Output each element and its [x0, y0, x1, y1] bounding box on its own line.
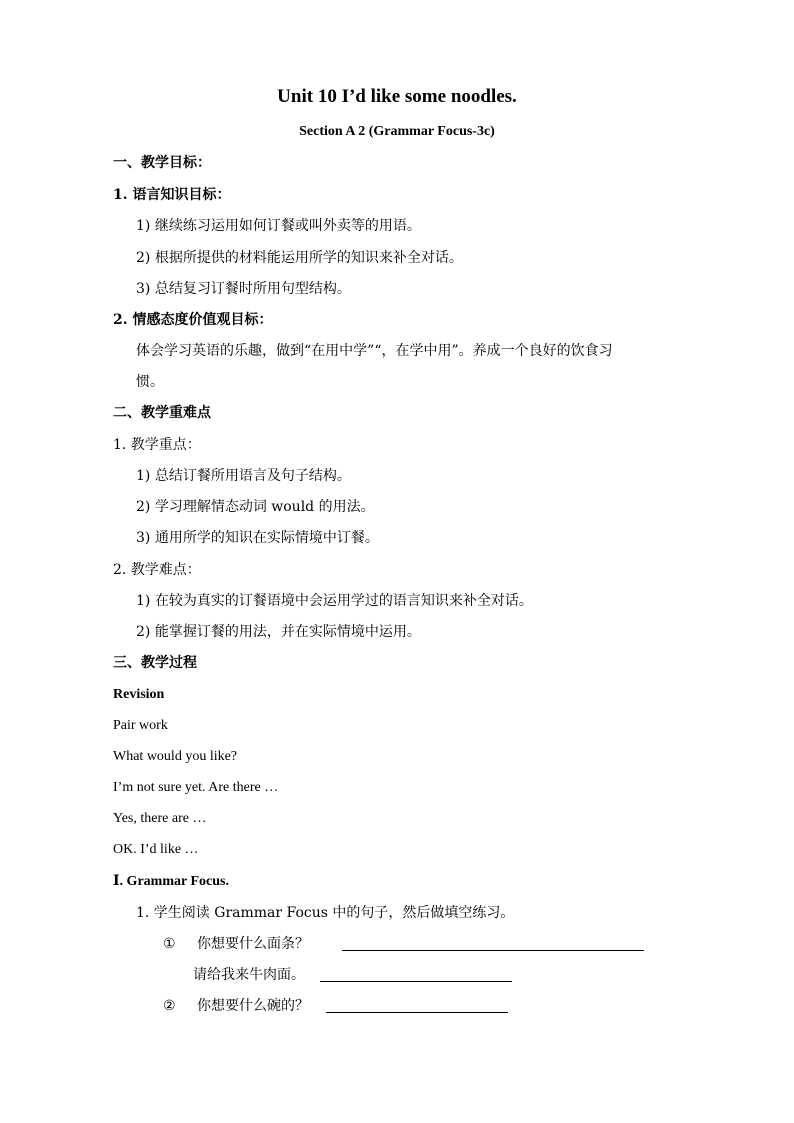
- difficult-point-item: 2) 能掌握订餐的用法，并在实际情境中运用。: [136, 624, 421, 640]
- exercise-instruction: 1. 学生阅读 Grammar Focus 中的句子，然后做填空练习。: [136, 905, 515, 921]
- question-number: ②: [163, 998, 176, 1014]
- section-heading-process: 三、教学过程: [113, 655, 197, 671]
- dialogue-line: What would you like?: [113, 749, 238, 764]
- key-point-item: 2) 学习理解情态动词 would 的用法。: [136, 499, 375, 515]
- grammar-focus-heading: Ⅰ. Grammar Focus.: [113, 874, 229, 889]
- subheading-difficult-points: 2. 教学难点：: [113, 562, 201, 578]
- answer-blank[interactable]: [320, 967, 512, 982]
- paragraph-line: 惯。: [136, 374, 164, 390]
- revision-heading: Revision: [113, 687, 165, 702]
- key-point-item: 1) 总结订餐所用语言及句子结构。: [136, 468, 351, 484]
- document-title: Unit 10 I’d like some noodles.: [277, 86, 517, 107]
- section-heading-objectives: 一、教学目标：: [113, 155, 211, 171]
- question-text: 你想要什么碗的？: [197, 998, 309, 1014]
- question-text: 请给我来牛肉面。: [193, 967, 305, 983]
- key-point-item: 3) 通用所学的知识在实际情境中订餐。: [136, 530, 379, 546]
- subheading-key-points: 1. 教学重点：: [113, 437, 201, 453]
- question-text: 你想要什么面条？: [197, 936, 309, 952]
- dialogue-line: Pair work: [113, 718, 168, 733]
- question-number: ①: [163, 936, 176, 952]
- dialogue-line: Yes, there are …: [113, 811, 207, 826]
- dialogue-line: OK. I’d like …: [113, 842, 199, 857]
- answer-blank[interactable]: [342, 936, 644, 951]
- section-heading-key-points: 二、教学重难点: [113, 405, 211, 421]
- dialogue-line: I’m not sure yet. Are there …: [113, 780, 279, 795]
- document-subtitle: Section A 2 (Grammar Focus-3c): [299, 124, 495, 139]
- answer-blank[interactable]: [326, 998, 508, 1013]
- objective-item: 2) 根据所提供的材料能运用所学的知识来补全对话。: [136, 250, 463, 266]
- subheading-attitude-objectives: 2. 情感态度价值观目标：: [113, 312, 273, 328]
- difficult-point-item: 1) 在较为真实的订餐语境中会运用学过的语言知识来补全对话。: [136, 593, 533, 609]
- subheading-language-objectives: 1. 语言知识目标：: [113, 187, 231, 203]
- objective-item: 3) 总结复习订餐时所用句型结构。: [136, 281, 351, 297]
- paragraph-line: 体会学习英语的乐趣，做到“在用中学”“，在学中用”。养成一个良好的饮食习: [136, 343, 613, 359]
- objective-item: 1) 继续练习运用如何订餐或叫外卖等的用语。: [136, 218, 421, 234]
